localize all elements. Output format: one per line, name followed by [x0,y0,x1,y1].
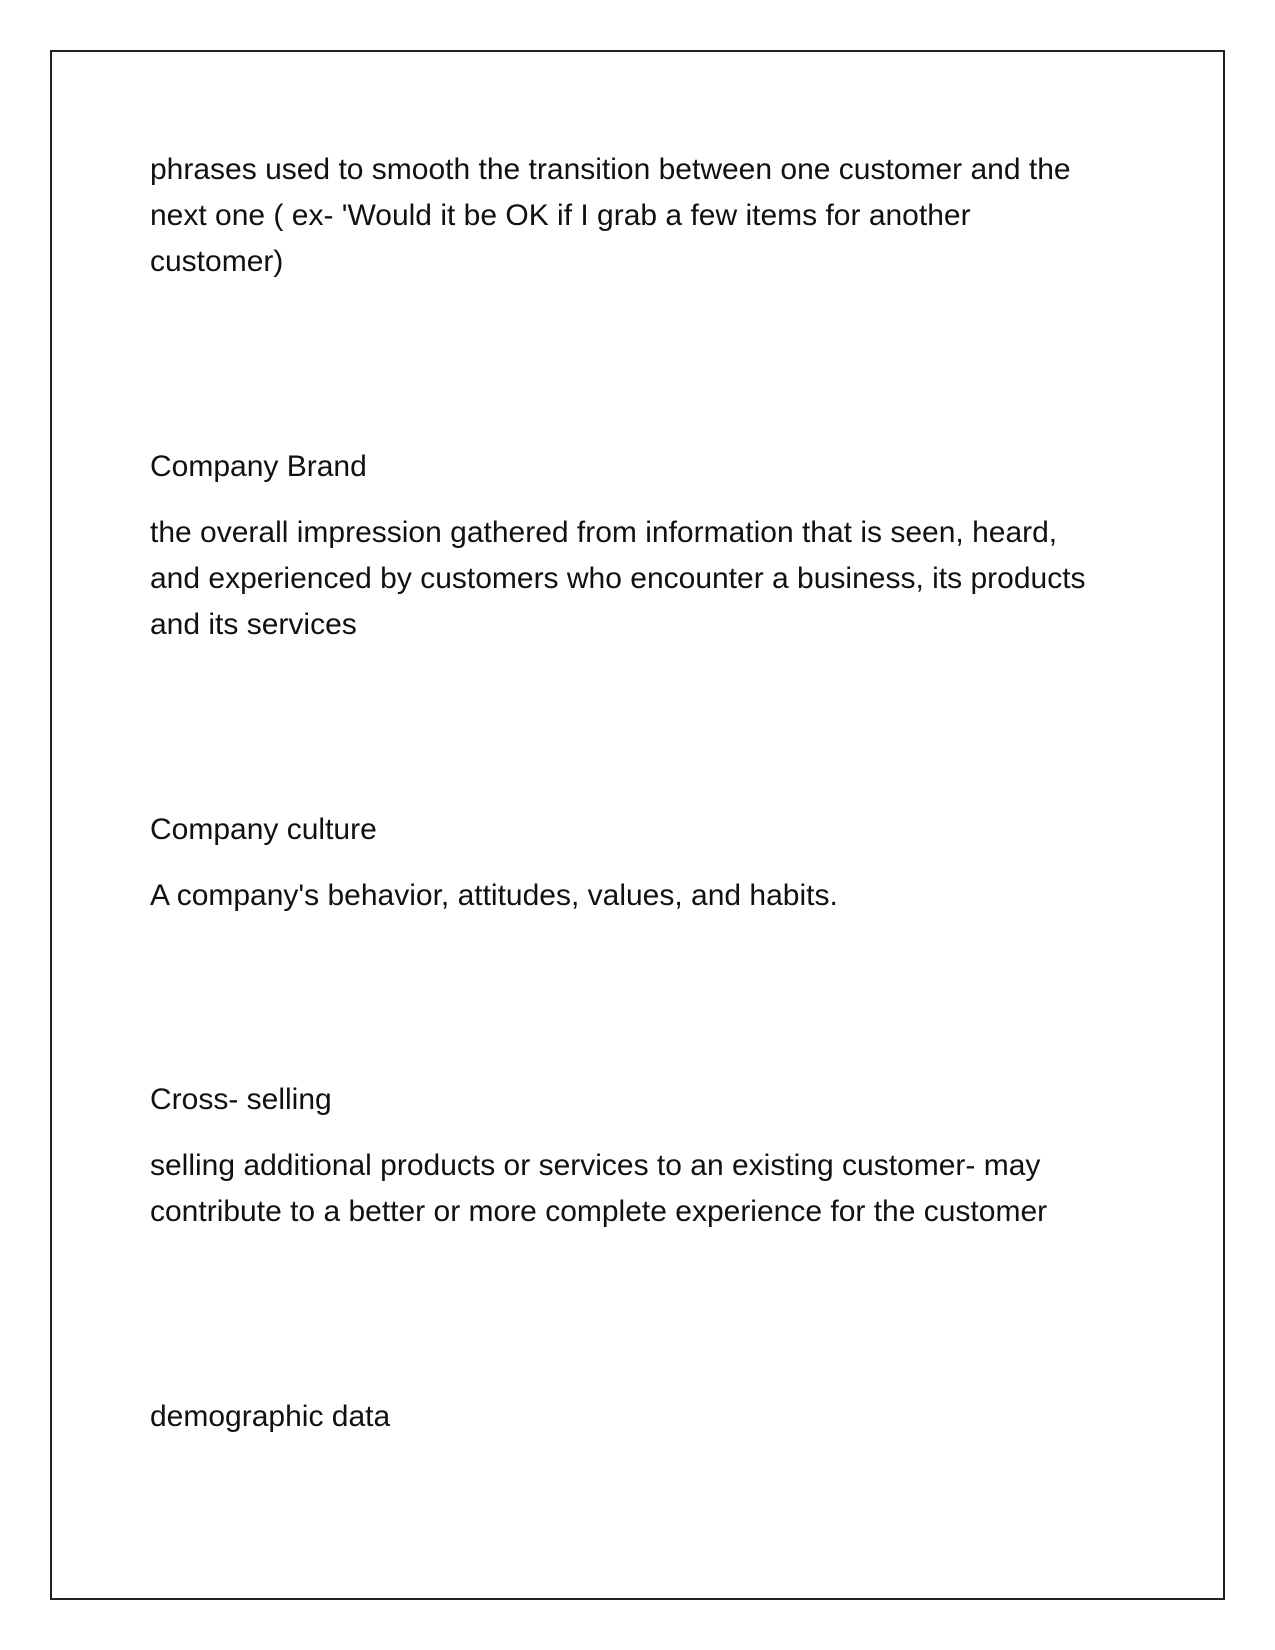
definition-cross-selling: selling additional products or services to an existing customer- may contribute to a better or more complete experience for the customer [150,1149,1048,1228]
definition-company-brand: the overall impression gathered from information that is seen, heard, and experienced by customers who encounter a business, its products and its services [150,516,1086,641]
intro-definition: phrases used to smooth the transition between one customer and the next one ( ex- 'Would it be OK if I grab a few items for another customer) [150,153,1071,278]
term-demographic-data: demographic data [150,1400,391,1433]
term-company-culture: Company culture [150,813,377,846]
term-cross-selling: Cross- selling [150,1083,332,1116]
term-company-brand: Company Brand [150,450,367,483]
definition-company-culture: A company's behavior, attitudes, values, and habits. [150,879,838,912]
